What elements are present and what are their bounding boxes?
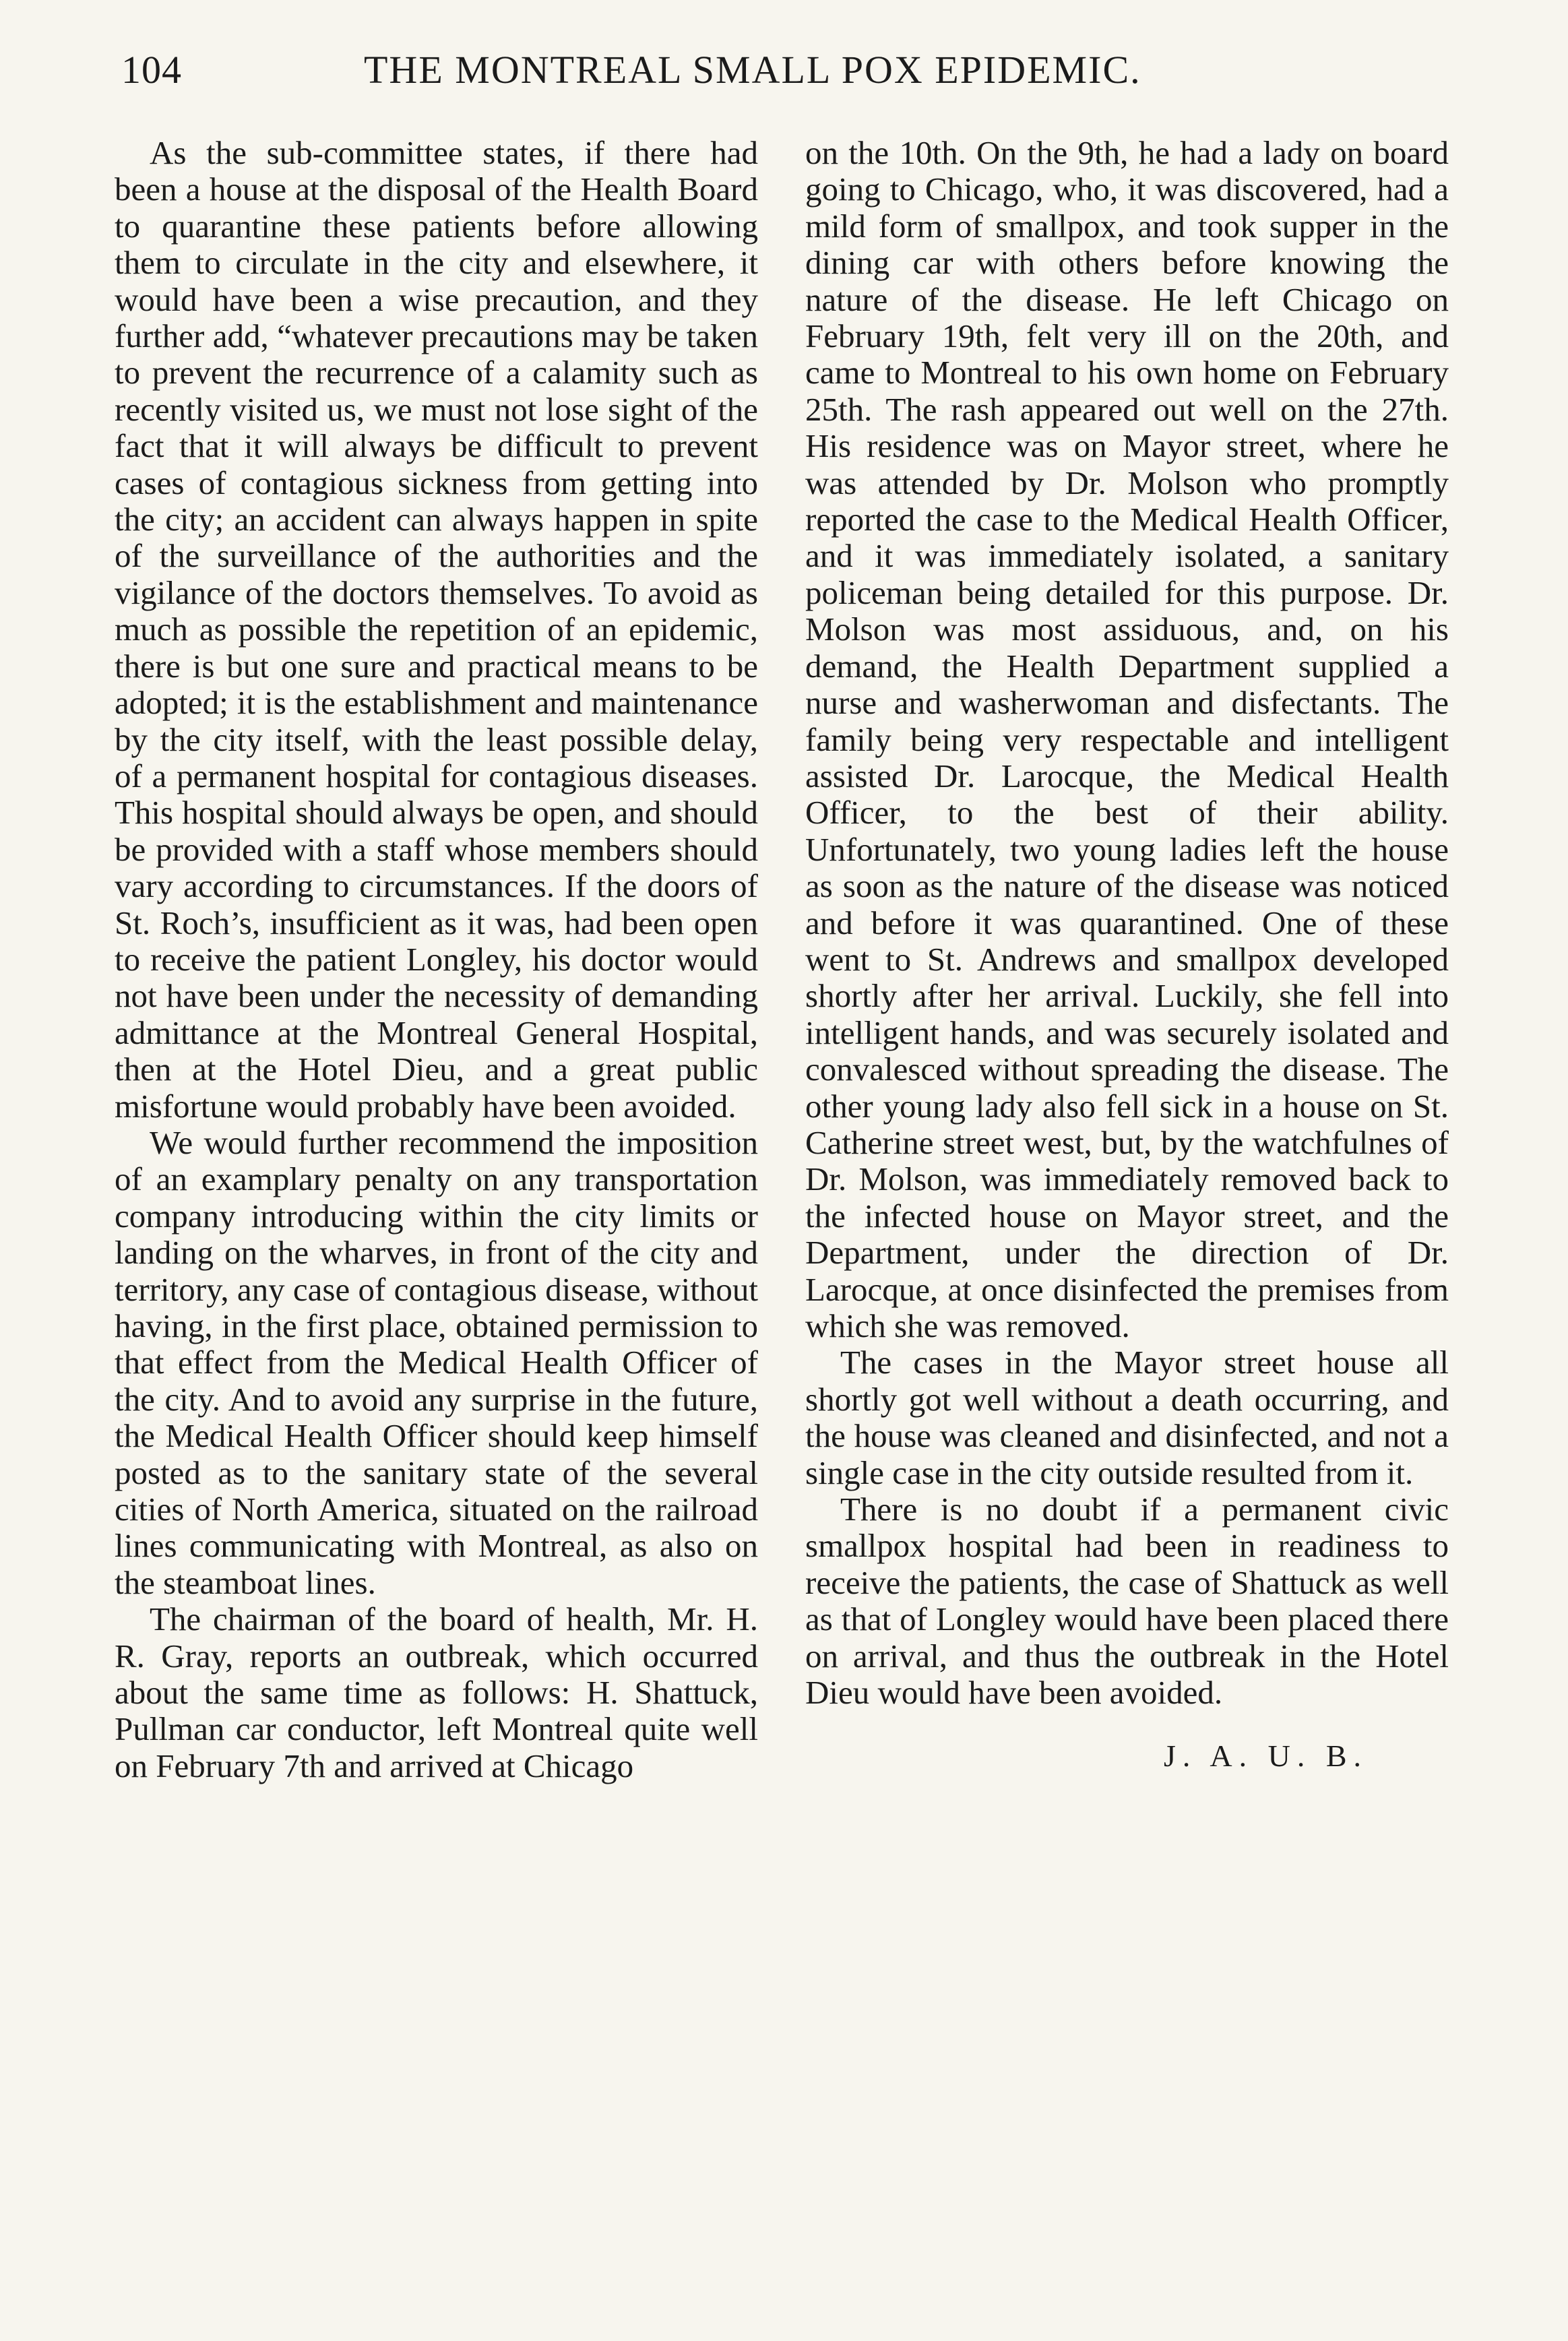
text-columns: [115, 135, 1449, 2278]
right-paragraph-1: on the 10th. On the 9th, he had a lady on board going to Chicago, who, it was discovered, had a mild form of smallpox, and took supper in the dining car with others before knowing the nature of the disease. He left Chicago on February 19th, felt very ill on the 20th, and came to Montreal to his own home on February 25th. The rash appeared out well on the 27th. His residence was on Mayor street, where he was attended by Dr. Molson who promptly reported the case to the Medical Health Officer, and it was immediately isolated, a sanitary policeman being detailed for this purpose. Dr. Molson was most assiduous, and, on his demand, the Health Department supplied a nurse and washerwoman and disfectants. The family being very respectable and intelligent assisted Dr. Larocque, the Medical Health Officer, to the best of their ability. Unfortunately, two young ladies left the house as soon as the nature of the disease was noticed and before it was quarantined. One of these went to St. Andrews and smallpox developed shortly after her arrival. Luckily, she fell into intelligent hands, and was securely isolated and convalesced without spreading the disease. The other young lady also fell sick in a house on St. Catherine street west, but, by the watchfulnes of Dr. Molson, was immediately removed back to the infected house on Mayor street, and the Department, under the direction of Dr. Larocque, at once disinfected the premises from which she was removed.: [805, 134, 1449, 1344]
right-paragraph-3: There is no doubt if a permanent civic smallpox hospital had been in readiness to receive the patients, the case of Shattuck as well as that of Longley would have been placed there on arrival, and thus the outbreak in the Hotel Dieu would have been avoided.: [805, 1491, 1449, 1712]
page-number: 104: [121, 48, 182, 92]
right-column: [805, 135, 1449, 2278]
left-paragraph-1: As the sub-committee states, if there had been a house at the disposal of the Health Board to quarantine these patients before allowing them to circulate in the city and elsewhere, it would have been a wise precaution, and they further add, “whatever precautions may be taken to prevent the recurrence of a calamity such as recently visited us, we must not lose sight of the fact that it will always be difficult to prevent cases of contagious sickness from getting into the city; an accident can always happen in spite of the surveillance of the authorities and the vigilance of the doctors themselves. To avoid as much as possible the repetition of an epidemic, there is but one sure and practical means to be adopted; it is the establishment and maintenance by the city itself, with the least possible delay, of a permanent hospital for contagious diseases. This hospital should always be open, and should be provided with a staff whose members should vary according to circumstances. If the doors of St. Roch’s, insufficient as it was, had been open to receive the patient Longley, his doctor would not have been under the necessity of demanding admittance at the Montreal General Hospital, then at the Hotel Dieu, and a great public misfortune would probably have been avoided.: [115, 134, 758, 1125]
left-paragraph-3: The chairman of the board of health, Mr. H. R. Gray, reports an outbreak, which occurred about the same time as follows: H. Shattuck, Pullman car conductor, left Montreal quite well on February 7th and arrived at Chicago: [115, 1600, 758, 1784]
right-paragraph-2: The cases in the Mayor street house all shortly got well without a death occurring, and the house was cleaned and disinfected, and not a single case in the city outside resulted from it.: [805, 1344, 1449, 1491]
running-title: THE MONTREAL SMALL POX EPIDEMIC.: [364, 48, 1141, 92]
left-column: [115, 135, 758, 2278]
left-paragraph-2: We would further recommend the imposition of an examplary penalty on any transportation company introducing within the city limits or landing on the wharves, in front of the city and territory, any case of contagious disease, without having, in the first place, obtained permission to that effect from the Medical Health Officer of the city. And to avoid any surprise in the future, the Medical Health Officer should keep himself posted as to the sanitary state of the several cities of North America, situated on the railroad lines communicating with Montreal, as also on the steamboat lines.: [115, 1123, 758, 1601]
author-signature: J. A. U. B.: [1164, 1739, 1368, 1774]
